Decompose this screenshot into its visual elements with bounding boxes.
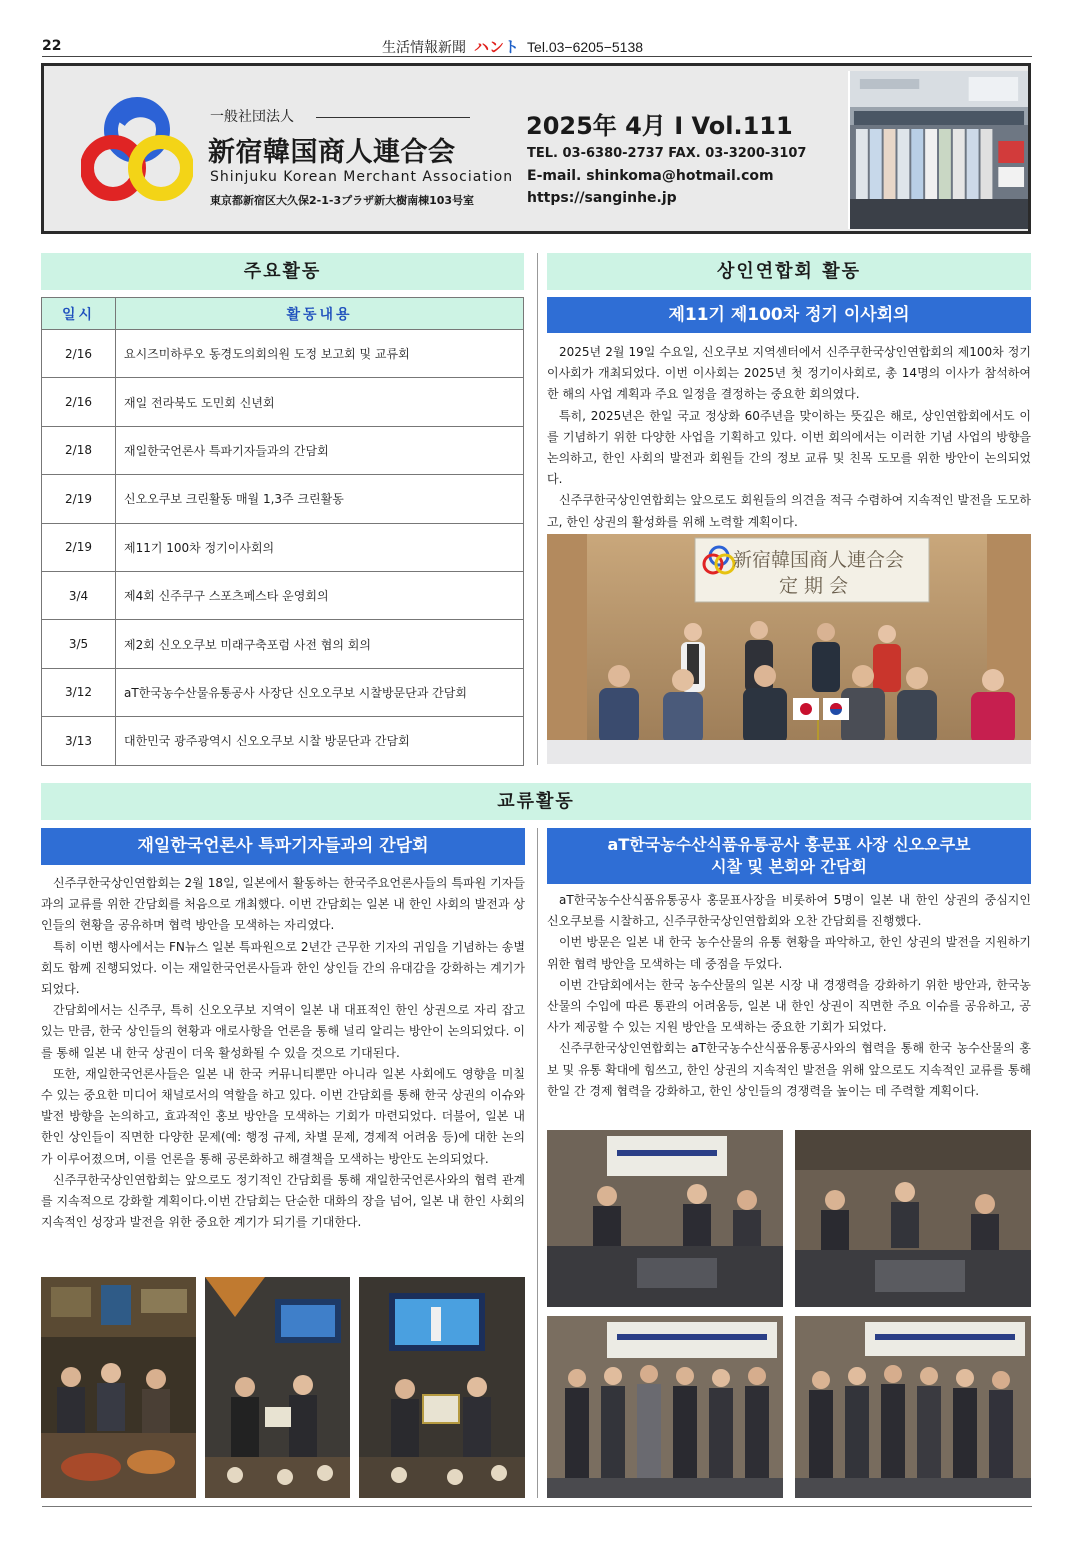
- row-content: 재일 전라북도 도민회 신년회: [116, 378, 524, 426]
- article-paragraph: 신주쿠한국상인연합회는 aT한국농수산식품유통공사와의 협력을 통해 한국 농수산물의 홍보 및 유통 확대에 힘쓰고, 한인 상권의 지속적인 발전을 위해 앞으로도 지속적인 교류를 통해 한일 간 경제 협력을 강화하고, 한인 상인들의 경쟁력을 높이는 데 주력할 계획이다.: [547, 1041, 1031, 1098]
- article-paragraph: 이번 방문은 일본 내 한국 농수산물의 유통 현황을 파악하고, 한인 상권의 발전을 지원하기 위한 협력 방안을 모색하는 데 중점을 두었다.: [547, 935, 1031, 971]
- table-row: [42, 330, 524, 378]
- table-row: [42, 426, 524, 474]
- publication-phone: Tel.03−6205−5138: [527, 39, 644, 55]
- row-content: 제11기 100차 정기이사회의: [116, 523, 524, 571]
- row-content: 대한민국 광주광역시 신오오쿠보 시찰 방문단과 간담회: [116, 717, 524, 765]
- top-rule: [42, 56, 1032, 57]
- exchange-title: 교류활동: [41, 783, 1031, 820]
- at-visit-heading-line1: aT한국농수산식품유통공사 홍문표 사장 신오오쿠보: [607, 835, 971, 854]
- table-row: [42, 571, 524, 619]
- press-meeting-article: [41, 873, 525, 1233]
- org-type: 一般社団法人: [210, 109, 294, 125]
- table-row: [42, 717, 524, 765]
- row-date: 3/4: [42, 571, 116, 619]
- article-paragraph: 또한, 재일한국언론사들은 일본 내 한국 커뮤니티뿐만 아니라 일본 사회에도 영향을 미칠 수 있는 중요한 미디어 채널로서의 역할을 하고 있다. 이번 간담회를 통해 한국 상권의 이슈와 발전 방향을 논의하고, 효과적인 홍보 방안을 모색하는 기회가 마련되었다. 더불어, 일본 내 한인 상인들이 직면한 다양한 문제(예: 행정 규제, 차별 문제, 경제적 어려움 등)에 대한 논의가 이루어졌으며, 이를 언론을 통해 공론화하고 해결책을 모색하는 방안도 논의되었다.: [41, 1066, 525, 1166]
- article-paragraph: 2025년 2월 19일 수요일, 신오쿠보 지역센터에서 신주쿠한국상인연합회의 제100차 정기 이사회가 개최되었다. 이번 이사회는 2025년 첫 정기이사회로, 총 14명의 이사가 참석하여 한 해의 사업 계획과 주요 일정을 결정하는 중요한 회의였다.: [547, 345, 1031, 402]
- main-activities-title: 주요활동: [41, 253, 524, 290]
- association-logo: [81, 94, 193, 206]
- article-paragraph: 특히, 2025년은 한일 국교 정상화 60주년을 맞이하는 뜻깊은 해로, 상인연합회에서도 이를 기념하기 위한 다양한 사업을 기획하고 있다. 이번 회의에서는 이러한 기념 사업의 방향을 논의하고, 한인 사회의 발전과 회원들 간의 정보 교류 및 친목 도모를 위한 방안이 논의되었다.: [547, 408, 1031, 487]
- article-paragraph: aT한국농수산식품유통공사 홍문표사장을 비롯하여 5명이 일본 내 한인 상권의 중심지인 신오쿠보를 시찰하고, 신주쿠한국상인연합회와 오찬 간담회를 진행했다.: [547, 893, 1031, 929]
- article-paragraph: 간담회에서는 신주쿠, 특히 신오오쿠보 지역이 일본 내 대표적인 한인 상권으로 자리 잡고 있는 만큼, 한국 상인들의 현황과 애로사항을 언론을 통해 널리 알리는 방안이 논의되었다. 이를 통해 일본 내 한국 상권이 더욱 활성화될 수 있을 것으로 기대된다.: [41, 1003, 525, 1060]
- at-visit-heading-line2: 시찰 및 본회와 간담회: [711, 857, 867, 876]
- activities-table: [41, 297, 524, 766]
- masthead: [41, 63, 1031, 234]
- org-type-rule: [316, 117, 470, 118]
- org-address: 東京都新宿区大久保2-1-3プラザ新大樹南棟103号室: [210, 194, 475, 207]
- row-content: 요시즈미하루오 동경도의회의원 도정 보고회 및 교류회: [116, 330, 524, 378]
- table-row: [42, 475, 524, 523]
- article-paragraph: 신주쿠한국상인연합회는 앞으로도 정기적인 간담회를 통해 재일한국언론사와의 협력 관계를 지속적으로 강화할 계획이다.이번 간담회는 단순한 대화의 장을 넘어, 일본 내 한인 사회의 지속적인 성장과 발전을 위한 중요한 계기가 되기를 기대한다.: [41, 1172, 525, 1230]
- article-paragraph: 이번 간담회에서는 한국 농수산물의 일본 시장 내 경쟁력을 강화하기 위한 방안과, 한국농산물의 수입에 따른 통관의 어려움등, 일본 내 한인 상권이 직면한 주요 이슈를 공유하고, 공사가 제공할 수 있는 지원 방안을 모색하는 중요한 기회가 되었다.: [547, 977, 1031, 1035]
- table-row: [42, 378, 524, 426]
- row-date: 2/19: [42, 523, 116, 571]
- row-date: 2/18: [42, 426, 116, 474]
- brand-logo: ハント: [474, 38, 520, 56]
- press-meeting-heading: 재일한국언론사 특파기자들과의 간담회: [41, 828, 525, 865]
- org-name-en: Shinjuku Korean Merchant Association: [210, 169, 514, 185]
- issue-info: 2025年 4月 I Vol.111: [526, 112, 793, 140]
- column-divider-bottom: [537, 828, 538, 1498]
- group-photo-image: [547, 534, 1031, 764]
- board-meeting-photo: [547, 534, 1031, 764]
- row-content: 제4회 신주쿠구 스포츠페스타 운영회의: [116, 571, 524, 619]
- publication-line: [382, 36, 643, 57]
- col-date-header: 일시: [42, 298, 116, 330]
- bottom-rule: [42, 1506, 1032, 1507]
- table-row: [42, 620, 524, 668]
- press-meeting-photo-3: [359, 1277, 525, 1498]
- banner-text-line1: 新宿韓国商人連合会: [733, 549, 905, 571]
- banner-text-line2: 定 期 会: [779, 575, 849, 597]
- row-content: 신오오쿠보 크린활동 매월 1,3주 크린활동: [116, 475, 524, 523]
- table-header-row: [42, 298, 524, 330]
- org-name: 新宿韓国商人連合会: [208, 137, 456, 168]
- board-meeting-article: [547, 342, 1031, 533]
- column-divider-top: [537, 253, 538, 765]
- tel-fax: TEL. 03-6380-2737 FAX. 03-3200-3107: [527, 146, 807, 161]
- row-content: 재일한국언론사 특파기자들과의 간담회: [116, 426, 524, 474]
- page-number: 22: [42, 38, 62, 54]
- association-title: 상인연합회 활동: [547, 253, 1031, 290]
- article-paragraph: 특히 이번 행사에서는 FN뉴스 일본 특파원으로 2년간 근무한 기자의 귀임을 기념하는 송별회도 함께 진행되었다. 이는 재일한국언론사들과 한인 상인들 간의 유대감을 강화하는 계기가 되었다.: [41, 939, 525, 997]
- row-date: 3/13: [42, 717, 116, 765]
- at-visit-heading: [547, 828, 1031, 884]
- col-content-header: 활동내용: [116, 298, 524, 330]
- board-meeting-heading: 제11기 제100차 정기 이사회의: [547, 297, 1031, 333]
- at-visit-photo-3: [547, 1316, 783, 1498]
- article-paragraph: 신주쿠한국상인연합회는 2월 18일, 일본에서 활동하는 한국주요언론사들의 특파원 기자들과의 교류를 위한 간담회를 처음으로 개최했다. 이번 간담회는 일본 내 한인 사회의 발전과 상인들의 현황을 공유하며 협력 방안을 모색하는 자리였다.: [41, 876, 525, 933]
- at-visit-photo-2: [795, 1130, 1031, 1307]
- at-visit-photo-1: [547, 1130, 783, 1307]
- website-link[interactable]: https://sanginhe.jp: [527, 190, 677, 206]
- row-date: 2/16: [42, 378, 116, 426]
- storefront-photo: [848, 71, 1028, 229]
- at-visit-article: [547, 890, 1031, 1102]
- at-visit-photo-4: [795, 1316, 1031, 1498]
- press-meeting-photo-1: [41, 1277, 196, 1498]
- row-content: aT한국농수산물유통공사 사장단 신오오쿠보 시찰방문단과 간담회: [116, 668, 524, 716]
- press-meeting-photo-2: [205, 1277, 350, 1498]
- row-date: 3/5: [42, 620, 116, 668]
- article-paragraph: 신주쿠한국상인연합회는 앞으로도 회원들의 의견을 적극 수렴하여 지속적인 발전을 도모하고, 한인 상권의 활성화를 위해 노력할 계획이다.: [547, 493, 1031, 529]
- row-date: 3/12: [42, 668, 116, 716]
- table-row: [42, 668, 524, 716]
- row-date: 2/19: [42, 475, 116, 523]
- email-link[interactable]: E-mail. shinkoma@hotmail.com: [527, 168, 774, 184]
- row-date: 2/16: [42, 330, 116, 378]
- row-content: 제2회 신오오쿠보 미래구축포럼 사전 협의 회의: [116, 620, 524, 668]
- publication-name: 生活情報新聞: [382, 40, 466, 56]
- table-row: [42, 523, 524, 571]
